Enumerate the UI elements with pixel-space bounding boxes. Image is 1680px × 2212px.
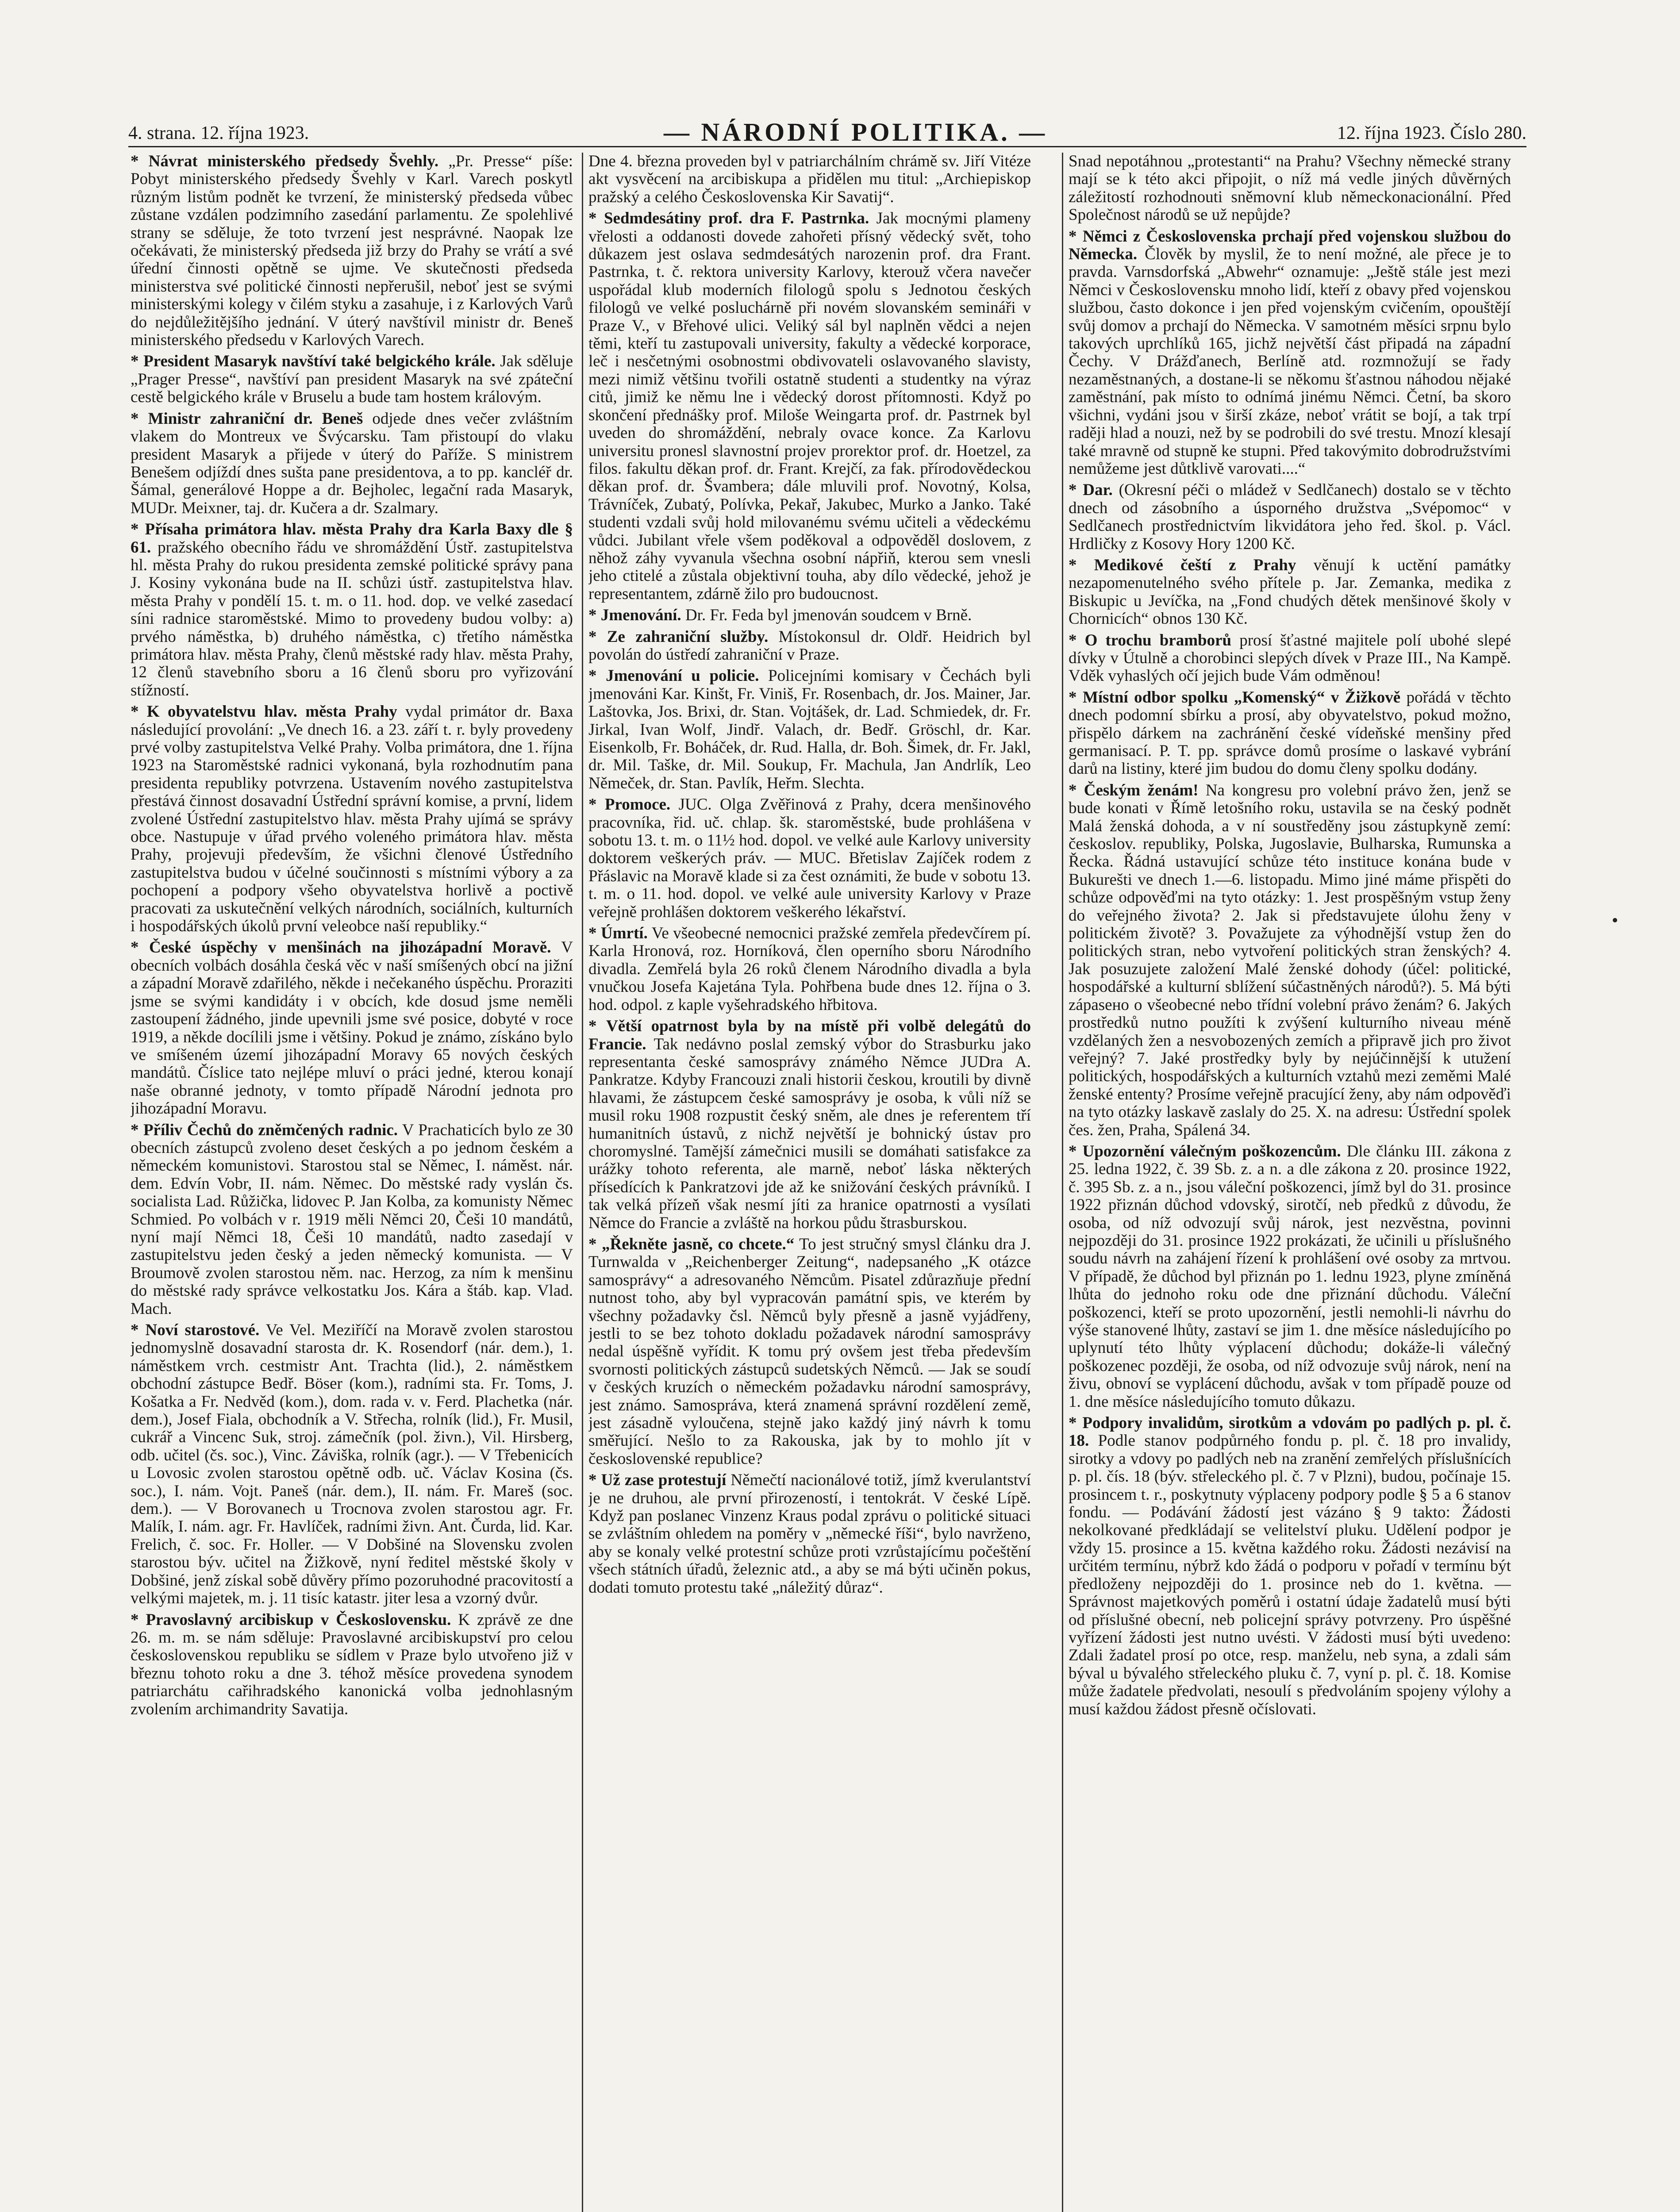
article-bullet: * [131,703,147,721]
article-text: (Okresní péči o mládež v Sedlčanech) dostalo se v těchto dnech od zásobního a úsporného družstva „Svépomoc“ v Sedlčanech prostřednictvím likvidátora jeho řed. škol. p. Václ. Hrdličky z Kosovy Hory 1200 Kč. [1069,481,1511,553]
article-text: V Prachaticích bylo ze 30 obecních zástupců zvoleno deset českých a po jednom českém a německém komunistovi. Starostou stal se Němec, I. náměst. nár. dem. Edvín Vobr, II. nám. Němec. Do městské rady vyslán čs. socialista Lad. Růžička, lidovec P. Jan Kolba, za komunisty Němec Schmied. Po volbách v r. 1919 měli Němci 20, Češi 10 mandátů, nyní mají Němci 18, Češi 10 mandátů, nadto zasedají v zastupitelstvu jeden český a jeden německý komunista. — V Broumově zvolen starostou něm. nac. Herzog, za ním k menšinu do městské rady správce velkostatku Jos. Kára a štáb. kap. Vlad. Mach. [131,1121,573,1318]
column-divider [582,153,583,2212]
article-text: „Pr. Presse“ píše: Pobyt ministerského předsedy Švehly v Karl. Varech poskytl různým listům podnět ke tvrzení, že ministerský předseda vůbec zůstane vzdálen podzimního zasedání parlamentu. Ze spolehlivé strany se sděluje, že toto tvrzení jest nesprávné. Naopak lze očekávati, že ministerský předseda již brzy do Prahy se vrátí a své úřední činnosti opětně se ujme. Ve skutečnosti předseda ministerstva své politické činnosti nepřerušil, neboť jest se svými ministerskými kolegy v čilém styku a zasahuje, i z Karlových Varů do nejdůležitějšího jednání. V úterý navštívil ministr dr. Beneš ministerského předsedu v Karlových Varech. [131,153,573,349]
article-paragraph [131,703,573,935]
column-1 [131,153,573,2212]
article-paragraph [588,1018,1031,1232]
article [131,521,573,699]
article-paragraph [131,1321,573,1608]
article [131,1321,573,1608]
article-paragraph [131,410,573,517]
article-headline: K obyvatelstvu hlav. města Prahy [146,703,397,721]
article-text: odjede dnes večer zvláštním vlakem do Montreux ve Švýcarsku. Tam přistoupí do vlaku president Masaryk a přijede v úterý do Paříže. S ministrem Benešem odjíždí dnes sušta pane presidentova, a to pp. kancléř dr. Šámal, generálové Hoppe a dr. Bejholec, legační rada Masaryk, MUDr. Meixner, taj. dr. Kučera a dr. Szalmary. [131,409,573,517]
article [588,1236,1031,1468]
article [131,1121,573,1318]
article-paragraph [1069,557,1511,628]
article [1069,481,1511,553]
article [588,153,1031,206]
article-bullet: * [588,606,601,625]
article-headline: Úmrtí. [601,924,648,943]
article-paragraph [588,153,1031,206]
article-headline: Ministr zahraniční dr. Beneš [148,409,363,428]
article [588,1471,1031,1597]
article-text: To jest stručný smysl článku dra J. Turnwalda v „Reichenberger Zeitung“, nadepsaného „K otázce samosprávy“ a adresovaného Němcům. Pisatel zdůrazňuje přední nutnost toho, aby byl vypracován památní spis, ve kterém by všechny požadavky čsl. Němců byly přesně a jasně vyjádřeny, jestli to se bez tohoto dokladu požadavek národní samosprávy nedal úspěšně vyřídit. K tomu prý ovšem jest třeba především svornosti politických zástupců sudetských Němců. — Jak se soudí v českých kruzích o německém požadavku národní samosprávy, jest známo. Samospráva, která znamená správní rozdělení země, jest zásadně vyloučena, stejně jako každý jiný návrh k tomu směřující. Nešlo to za Rakouska, jak by to mohlo jít v československé republice? [588,1235,1031,1468]
article-headline: Němci z Československa prchají před vojenskou službou do Německa. [1069,227,1511,264]
article [588,925,1031,1014]
article-headline: Jmenování. [600,606,681,625]
article-bullet: * [131,1321,146,1339]
article-headline: Sedmdesátiny prof. dra F. Pastrnka. [604,209,869,228]
article [1069,1414,1511,1718]
article-text: K zprávě ze dne 26. m. m. se nám sděluje: Pravoslavné arcibiskupství pro celou československou republiku se sídlem v Praze bylo utvořeno již v březnu tohoto roku a dne 3. téhož měsíce provedena synodem patriarchátu cařihradského kanonická volba jednohlasným zvolením archimandrity Savatija. [131,1610,573,1718]
masthead [128,113,1526,155]
column-divider [1062,153,1063,2212]
article-text: prosí šťastné majitele polí ubohé slepé dívky v Útulně a chorobinci slepých dívek v Praze III., Na Kampě. Vděk vyhaslých očí jejich bude Vám odměnou! [1069,631,1511,685]
article-headline: Dar. [1083,481,1113,499]
article-text: V obecních volbách dosáhla česká věc v naší smíšených obcí na jižní a západní Moravě zdařilého, někde i nečekaného úspěchu. Proraziti jsme se svými kandidáty i v obcích, kde dosud jsme neměli zastoupení žádného, jinde upevnili jsme své posice, dobyté v roce 1919, a někde docílili jsme i většiny. Pokud je známo, získáno bylo ve smíšeném území jihozápadní Moravy 65 nových českých mandátů. Číslice tato nejlépe mluví o práci jedné, kterou konají naše obranné jednoty, v tomto případě Národní jednota pro jihozápadní Moravu. [131,938,573,1118]
article-bullet: * [588,795,605,814]
article [588,628,1031,664]
page-date-right: 12. října 1923. Číslo 280. [1337,123,1526,143]
article-text: vydal primátor dr. Baxa následující provolání: „Ve dnech 16. a 23. září t. r. byly provedeny prvé volby zastupitelstva Velké Prahy. Volba primátora, dne 1. října 1923 na Staroměstské radnici vykonaná, byla rozhodnutím pana presidenta republiky potvrzena. Ustavením nového zastupitelstva přestává činnost dosavadní Ústřední správní komise, a první, lidem zvolené Ústřední zastupitelstvo hlav. města Prahy ujímá se správy obce. Nastupuje v úřad prvého voleného primátora hlav. města Prahy, projevuji především, že všichni členové Ústředního zastupitelstva budou v účelné součinnosti s místními výbory a za pochopení a podpory všeho obyvatelstva horlivě a poctivě pracovati za uskutečnění velkých národních, sociálních, kulturních i hospodářských úkolů první veleobce naší republiky.“ [131,703,573,936]
article-text: Na kongresu pro volební právo žen, jenž se bude konati v Římě letošního roku, ustavila se na český podnět Malá ženská dohoda, a v ní soustředěny jsou zástupkyně zemí: českoslov. republiky, Polska, Jugoslavie, Bulharska, Rumunska a Řecka. Řádná ustavující schůze této instituce konána bude v Bukurešti ve dnech 1.—6. listopadu. Mimo jiné máme přispěti do schůze odpověďmi na tyto otázky: 1. Jest prospěšným vstup ženy do veřejného života? 2. Jak si představujete úlohu ženy v politickém životě? 3. Považujete za výhodnější vstup žen do politických stran, nebo vytvoření politických stran ženských? 4. Jak posuzujete založení Malé ženské dohody (účel: politické, hospodářské a kulturní sblížení súčastněných národů?). 5. Má býti zápasено o všeobecné nebo třídní volební právo ženám? 6. Jakých prostředků nutno použíti k zvýšení kulturního niveau méně vzdělaných žen a nesvobozených zemích a připravě jich pro život veřejný? 7. Jaké prostředky byly by nejúčinnější k utužení politických, hospodářských a kulturních vztahů mezi zeměmi Malé ženské ententy? Prosíme veřejně pracující ženy, aby nám odpověďi na tyto otázky laskavě zaslaly do 25. X. na adresu: Ústřední spolek čes. žen, Praha, Spálená 34. [1069,781,1511,1139]
article-headline: Příliv Čechů do zněmčených radnic. [143,1121,398,1139]
article-text: věnují k uctění památky nezapomenutelného svého přítele p. Jar. Zemanka, medika z Biskupic u Jevíčka, na „Fond chudých dětek menšinové školy v Chornicích“ obnos 130 Kč. [1069,556,1511,628]
article-bullet: * [131,1121,143,1139]
article-bullet: * [131,153,149,170]
article-text: Němečtí nacionálové totiž, jímž kverulantství je ne druhou, ale první přirozeností, i tentokrát. V české Lípě. Když pan poslanec Vinzenz Kraus podal zprávu o politické situaci se zvláštním ohledem na poměry v „německé říši“, bylo navrženo, aby se konaly velké protestní schůze proti vzrůstajícímu počeštění všech státních úřadů, železnic atd., a aby se má býti učiněn pokus, dodati tomuto protestu také „náležitý důraz“. [588,1471,1031,1597]
article-paragraph [588,925,1031,1014]
header-rule [128,146,1526,147]
article-text: Snad nepotáhnou „protestanti“ na Prahu? Všechny německé strany mají se k této akci připojit, o níž má vedle jiných důvěrných záležitostí rozhodnouti sněmovní klub německonacionální. Před Společnost národů se už nepůjde? [1069,153,1511,224]
article [1069,1143,1511,1411]
article [131,153,573,349]
article-bullet: * [1069,481,1083,499]
article-paragraph [131,153,573,349]
article-paragraph [131,1611,573,1718]
article-bullet: * [588,1471,601,1490]
article-bullet: * [588,667,606,685]
article-text: Jak sděluje „Prager Presse“, navštíví pan president Masaryk na své zpáteční cestě belgického krále v Bruselu a bude tam hostem královým. [131,352,573,407]
article [588,796,1031,921]
article-bullet: * [1069,556,1094,574]
article-headline: Pravoslavný arcibiskup v Československu. [146,1610,451,1629]
ink-mark [1613,918,1617,922]
article-headline: O trochu bramborů [1084,631,1232,649]
article-paragraph [588,667,1031,792]
article-text: Dne 4. března proveden byl v patriarchálním chrámě sv. Jiří Vitéze akt vysvěcení na arcibiskupa a přidělen mu titul: „Archiepiskop pražský a celého Československa Kir Savatij“. [588,153,1031,206]
article-bullet: * [131,520,145,539]
article [131,1611,573,1718]
article-bullet: * [1069,781,1084,799]
article-headline: Noví starostové. [145,1321,260,1339]
article-headline: „Řekněte jasně, co chcete.“ [602,1235,795,1253]
article [588,607,1031,624]
article-paragraph [1069,153,1511,224]
article [131,939,573,1118]
article-headline: Medikové čeští z Prahy [1094,556,1296,574]
article-bullet: * [588,1235,602,1253]
article-headline: Už zase protestují [601,1471,727,1490]
article-headline: České úspěchy v menšinách na jihozápadní Moravě. [149,938,551,957]
article-paragraph [1069,632,1511,685]
article-text: Ve Vel. Meziříčí na Moravě zvolen starostou jednomyslně dosavadní starosta dr. K. Rosendorf (nár. dem.), 1. náměstkem vrch. cestmistr Ant. Trachta (lid.), 2. náměstkem obchodní zástupce Bedř. Böser (kom.), radními sta. Fr. Toms, J. Košatka a Fr. Nedvěd (kom.), dom. rada v. v. Ferd. Plachetka (nár. dem.), Josef Fiala, obchodník a V. Střecha, rolník (lid.), Fr. Musil, cukrář a Vincenc Suk, stroj. zámečník (pol. živn.), Vil. Hirsberg, odb. učitel (čs. soc.), Vinc. Záviška, rolník (agr.). — V Třebenicích u Lovosic zvolen starostou opětně odb. uč. Václav Kosina (čs. soc.), I. nám. Vojt. Paneš (nár. dem.), II. nám. Fr. Mareš (soc. dem.). — V Borovanech u Trocnova zvolen starostou agr. Fr. Malík, I. nám. agr. Fr. Havlíček, radními živn. Ant. Čurda, lid. Kar. Frelich, č. soc. Fr. Holler. — V Dobšiné na Slovensku zvolen starostou býv. učitel na Žižkově, nyní ředitel městské školy v Dobšiné, jenž získal sobě důvěry přímo pozoruhodné pracovitostí a velkými majetek, m. j. 11 tisíc katastr. jiter lesa a vzorný dvůr. [131,1321,573,1608]
article-headline: Českým ženám! [1084,781,1199,799]
article-bullet: * [1069,1142,1083,1160]
article [1069,782,1511,1139]
article-headline: President Masaryk navštíví také belgického krále. [143,352,496,371]
article-text: Jak mocnými plameny vřelosti a oddanosti dovede zahořeti přísný vědecký svět, toho důkazem jest oslava sedmdesátých narozenin prof. dra Frant. Pastrnka, t. č. rektora university Karlovy, kterouž včera navečer uspořádal klub moderních filologů spolu s Jednotou českých filologů ve velké posluchárně při novém slovanském semináři v Praze V., v Břehové ulici. Veliký sál byl naplněn vědci a nejen těmi, kteří tu zastupovali university, fakulty a vědecké korporace, leč i nesčetnými osobnostmi obdivovateli oslavovaného slavisty, mezi nimiž většinu tvořili ostatně studenti a studentky na výraz citů, jimiž ke němu lne i vědecký dorost přítomnosti. Když po skončení přednášky prof. Miloše Weingarta prof. dr. Pastrnek byl uveden do shromáždění, nebraly ovace konce. Za Karlovu universitu pronesl slavnostní projev prorektor prof. dr. Hoetzel, za filos. fakultu děkan prof. dr. Frant. Krejčí, za fak. přírodovědeckou děkan prof. dr. Švambera; dále mluvili prof. Novotný, Kolsa, Trávníček, Zubatý, Polívka, Pekař, Jakubec, Murko a Janko. Také studenti vzdali svůj hold milovanému svému učiteli a vědeckému vůdci. Jubilant vřele všem poděkoval a odpověděl doslovem, z něhož záhy vyvanula všechna osobní nápřiň, kterou sem vnesli jeho ctitelé a zůstala objektivní touha, aby dílo vědecké, jehož je representantem, zdárně žilo pro budoucnost. [588,209,1031,603]
article [588,1018,1031,1232]
article-paragraph [588,210,1031,603]
article-bullet: * [1069,631,1085,649]
article-headline: Místní odbor spolku „Komenský“ v Žižkově [1082,688,1401,707]
article-headline: Ze zahraniční služby. [607,627,769,646]
article-paragraph [588,1236,1031,1468]
article [131,410,573,517]
article [1069,153,1511,224]
article-paragraph [588,1471,1031,1597]
article-bullet: * [588,1017,606,1036]
article-headline: Návrat ministerského předsedy Švehly. [148,153,439,170]
article-bullet: * [131,1610,146,1629]
article-headline: Upozornění válečným poškozencům. [1082,1142,1341,1160]
article-text: Dle článku III. zákona z 25. ledna 1922, č. 39 Sb. z. a n. a dle zákona z 20. prosince 1922, č. 395 Sb. z. a n., jsou váleční poškozenci, jímž byl do 31. prosince 1922 přiznán důchod vdovský, sirotčí, neb předků z důvodu, že osoba, od níž odvozují svůj nárok, jest nezvěstna, povinni nejpozději do 31. prosince 1922 prokázati, že učinili u příslušného soudu návrh na zahájení řízení k prohlášení ové osoby za mrtvou. V případě, že důchod byl přiznán po 1. lednu 1923, plyne zmíněná lhůta do jednoho roku ode dne přiznání důchodu. Váleční poškozenci, kteří se proto upozornění, jestli nemohli-li návrhu do výše stanovené lhůty, zastaví se jim 1. dne měsíce následujícího po uplynutí této lhůty výplacení důchodu; dokáže-li válečný poškozenec později, že osoba, od níž odvozuje svůj nárok, není na živu, obnoví se vyplácení důchodu, avšak v tom případě pouze od 1. dne měsíce následujícího tomuto důkazu. [1069,1142,1511,1411]
article-paragraph [588,796,1031,921]
article-paragraph [1069,1143,1511,1411]
article-text: pražského obecního řádu ve shromáždění Ústř. zastupitelstva hl. města Prahy do rukou presidenta zemské politické správy pana J. Kosiny vykonána bude na II. schůzi ústř. zastupitelstva hlav. města Prahy v pondělí 15. t. m. o 11. hod. dop. ve velké zasedací síni radnice staroměstské. Mimo to provedeny budou volby: a) prvého náměstka, b) druhého náměstka, c) třetího náměstka primátora hlav. města Prahy, členů městské rady hlav. města Prahy, 12 členů stavebního sboru a 16 členů sboru pro vyřizování stížností. [131,538,573,699]
article-bullet: * [131,409,148,428]
article-paragraph [1069,689,1511,778]
article-bullet: * [588,627,607,646]
article-bullet: * [1069,227,1083,246]
article [1069,632,1511,685]
newspaper-title: — NÁRODNÍ POLITIKA. — [664,118,1048,146]
article-headline: Větší opatrnost byla by na místě při volbě delegátů do Francie. [588,1017,1031,1053]
article [588,667,1031,792]
article-paragraph [131,521,573,699]
article-paragraph [588,607,1031,624]
article-bullet: * [131,938,149,957]
article-text: Podle stanov podpůrného fondu p. pl. č. 18 pro invalidy, sirotky a vdovy po padlých neb na zranění zemřelých příslušnících p. pl. čís. 18 (býv. střeleckého pl. č. 7 v Plzni), budou, počínaje 15. prosincem t. r., poskytnuty výplaceny podpory podle § 5 a 6 stanov fondu. — Podávání žádostí jest vázáno § 9 takto: Žádosti nekolkované předkládají se velitelství pluku. Udělení podpor je vždy 15. prosince a 15. května každého roku. Žádosti nezávisí na určitém termínu, nýbrž kdo žádá o podporu v pořadí v termínu být předloženy nejpozději do 1. prosince neb do 1. května. — Správnost majetkových poměrů i ostatní údaje žadatelů musí býti od příslušné obecní, neb policejní správy potvrzeny. Pro úspěšné vyřízení žádosti jest nutno uvésti. V žádosti musí býti uvedeno: Zdali žadatel prosí po otce, resp. manželu, neb syna, a zdali sám býval u bývalého střeleckého pluku č. 7, vyní p. pl. č. 18. Komise může žadatele předvolati, nesoulí s předvoláním spojeny výlohy a musí každou žádost přesně očíslovati. [1069,1432,1511,1718]
article-text: Místokonsul dr. Oldř. Heidrich byl povolán do ústředí zahraniční v Praze. [588,627,1031,664]
article [1069,228,1511,478]
article-text: pořádá v těchto dnech podomní sbírku a prosí, aby obyvatelstvo, pokud možno, přispělo dárkem na zachránění české vídeňské menšiny před germanisací. P. T. pp. správce domů prosíme o laskavé vybrání darů na listiny, které jim budou do domu členy spolku dodány. [1069,688,1511,778]
article [588,210,1031,603]
article-bullet: * [131,352,144,371]
article-headline: Promoce. [604,795,671,814]
article-text: Ve všeobecné nemocnici pražské zemřela předevčírem pí. Karla Hronová, roz. Horníková, člen operního sboru Národního divadla. Zemřelá byla 26 roků členem Národního divadla a byla vnučkou Josefa Kajetána Tyla. Pohřbena bude dnes 12. října o 3. hod. odpol. z kaple vyšehradského hřbitova. [588,924,1031,1014]
article-paragraph [131,939,573,1118]
article-text: Člověk by myslil, že to není možné, ale přece je to pravda. Varnsdorfská „Abwehr“ oznamuje: „Ještě stále jest mezi Němci v Československu mnoho lidí, kteří z obavy před vojenskou službou, často dokonce i jen před vojenským cvičením, opouštějí svůj domov a prchají do Německa. V samotném měsíci srpnu bylo takových uprchlíků 165, jichž největší část připadá na západní Čechy. V Drážďanech, Berlíně atd. rozmnožují se řady nezaměstnaných, a dostane-li se někomu šťastnou náhodou nějaké zaměstnání, pak místo to odnímá jinému Němci. Četní, ba skoro všichni, vydáni jsou v širší zkáze, neboť vrátit se bojí, a tak trpí raději hlad a nouzi, než by se podrobili do své trestu. Mnozí klesají také mravně od stupně ke stupni. Před takovýmito dobrodružstvími nemůžeme jest důtklivě varovati....“ [1069,245,1511,478]
article [1069,557,1511,628]
article-bullet: * [588,209,604,228]
article-headline: Přísaha primátora hlav. města Prahy dra Karla Baxy dle § 61. [131,520,573,557]
article-headline: Podpory invalidům, sirotkům a vdovám po padlých p. pl. č. 18. [1069,1414,1511,1450]
article-bullet: * [1069,1414,1083,1432]
article-paragraph [1069,1414,1511,1718]
article-text: JUC. Olga Zvěřinová z Prahy, dcera menšinového pracovníka, řid. uč. chlap. šk. staroměstské, bude prohlášena v sobotu 13. t. m. o 11½ hod. dopol. ve velké aule Karlovy university doktorem veškerých práv. — MUC. Břetislav Zajíček rodem z Přáslavic na Moravě klade si za čest oznámiti, že bude v sobotu 13. t. m. o 11. hod. dopol. ve velké aule university Karlovy v Praze veřejně prohlášen doktorem veškerého lékařství. [588,795,1031,921]
article [1069,689,1511,778]
column-2 [588,153,1031,2212]
article-bullet: * [1069,688,1083,707]
article-paragraph [588,628,1031,664]
article-paragraph [131,353,573,406]
article-paragraph [1069,228,1511,478]
article [131,353,573,406]
article-paragraph [1069,782,1511,1139]
article-bullet: * [588,924,601,943]
column-3 [1069,153,1511,2212]
article-text: Dr. Fr. Feda byl jmenován soudcem v Brně. [685,606,972,625]
article-text: Tak nedávno poslal zemský výbor do Strasburku jako representanta české samosprávy známého Němce JUDra A. Pankratze. Kdyby Francouzi znali historii českou, kroutili by divně hlavami, že zástupcem české samosprávy je osoba, k vůli níž se musil roku 1908 rozpustit český sněm, ale dnes je referentem tří humanitních ústavů, z nichž největší je bohnický ústav pro choromyslné. Tamější zámečnici musili se domáhati satisfakce za urážky tohoto referenta, ale marně, neboť láska některých přísedících k Pankratzovi jde až ke snižování českých právníků. I tak velká přízeň však nesmí jíti za hranice opatrnosti a vysílati Němce do Francie a zvláště na horkou půdu štrasburskou. [588,1035,1031,1232]
page-date-left: 4. strana. 12. října 1923. [128,123,309,143]
article [131,703,573,935]
article-text: Policejními komisary v Čechách byli jmenováni Kar. Kinšt, Fr. Viniš, Fr. Rosenbach, dr. Jos. Mainer, Jar. Laštovka, Jos. Brixi, dr. Stan. Vojtášek, dr. Lad. Schmiedek, dr. Fr. Jirkal, Ivan Wolf, Jindř. Valach, dr. Bedř. Gröschl, dr. Kar. Eisenkolb, Fr. Boháček, dr. Rud. Halla, dr. Boh. Šimek, dr. Fr. Jakl, dr. Mil. Taške, dr. Mil. Soukup, Fr. Machula, Jan Andrlík, Leo Němeček, dr. Stan. Pavlík, Heřm. Slechta. [588,667,1031,792]
article-paragraph [1069,481,1511,553]
article-headline: Jmenování u policie. [606,667,759,685]
article-paragraph [131,1121,573,1318]
